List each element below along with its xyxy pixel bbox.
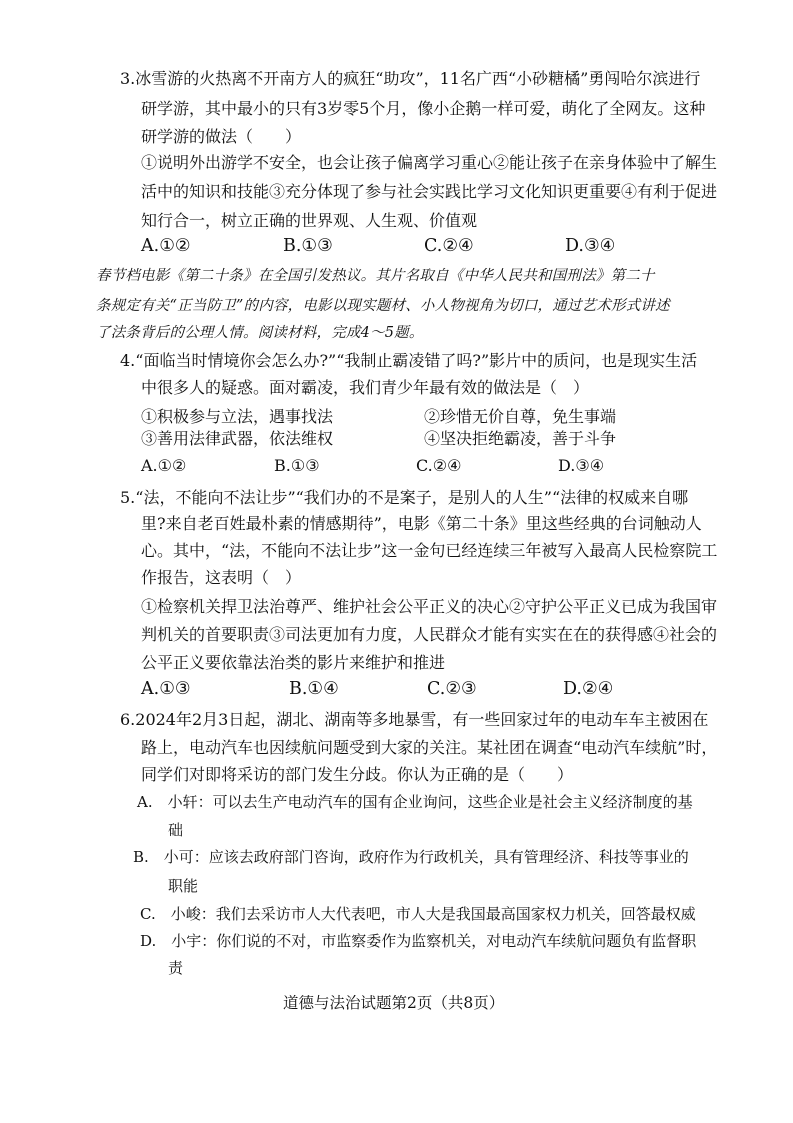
question-6-option-b: B. 小可：应该去政府部门咨询，政府作为行政机关，具有管理经济、科技等事业的 [133,848,689,866]
question-3-stem-line: 3.冰雪游的火热离不开南方人的疯狂“助攻”，11名广西“小砂糖橘”勇闯哈尔滨进行 [120,69,701,88]
question-6-stem-line: 6.2024年2月3日起，湖北、湖南等多地暴雪，有一些回家过年的电动车车主被困在 [120,710,709,729]
question-3-option-a: A.①② [141,236,191,256]
question-6-option-b-cont: 职能 [168,877,199,895]
question-3-statement-line: ①说明外出游学不安全，也会让孩子偏离学习重心②能让孩子在亲身体验中了解生 [141,153,718,172]
question-6-stem-line: 同学们对即将采访的部门发生分歧。你认为正确的是（ ） [141,765,574,784]
question-4-statement-3: ③善用法律武器，依法维权 [141,429,334,448]
question-3-option-b: B.①③ [283,236,333,256]
question-4-option-b: B.①③ [274,456,320,475]
question-6-option-a: A. 小轩：可以去生产电动汽车的国有企业询问，这些企业是社会主义经济制度的基 [137,793,693,811]
question-3-stem-line: 研学游的做法（ ） [141,127,302,146]
question-5-option-a: A.①③ [141,679,191,699]
question-6-option-d: D. 小宇：你们说的不对，市监察委作为监察机关，对电动汽车续航问题负有监督职 [140,932,697,950]
question-4-statement-2: ②珍惜无价自尊，免生事端 [424,407,617,426]
question-5-option-d: D.②④ [563,679,614,699]
material-line: 了法条背后的公理人情。阅读材料，完成4～5题。 [96,325,424,341]
question-5-stem-line: 心。其中，“法，不能向不法让步”这一金句已经连续三年被写入最高人民检察院工 [141,541,718,560]
question-6-stem-line: 路上，电动汽车也因续航问题受到大家的关注。某社团在调查“电动汽车续航”时， [141,738,718,757]
question-5-option-c: C.②③ [427,679,477,699]
question-3-stem-line: 研学游，其中最小的只有3岁零5个月，像小企鹅一样可爱，萌化了全网友。这种 [141,99,706,118]
question-5-stem-line: 5.“法，不能向不法让步”“我们办的不是案子，是别人的人生”“法律的权威来自哪 [120,488,689,507]
material-line: 条规定有关“正当防卫”的内容，电影以现实题材、小人物视角为切口，通过艺术形式讲述 [96,298,670,314]
question-3-statement-line: 活中的知识和技能③充分体现了参与社会实践比学习文化知识更重要④有利于促进 [141,182,718,201]
question-6-option-d-cont: 责 [168,959,184,977]
question-4-option-c: C.②④ [416,456,462,475]
question-3-option-c: C.②④ [424,236,474,256]
question-3-option-d: D.③④ [565,236,616,256]
question-4-statement-1: ①积极参与立法，遇事找法 [141,407,334,426]
question-4-stem-line: 中很多人的疑惑。面对霸凌，我们青少年最有效的做法是（ ） [141,378,590,397]
question-6-option-c: C. 小峻：我们去采访市人大代表吧，市人大是我国最高国家权力机关，回答最权威 [140,905,696,923]
question-5-statement-line: 判机关的首要职责③司法更加有力度，人民群众才能有实实在在的获得感④社会的 [141,625,718,644]
material-line: 春节档电影《第二十条》在全国引发热议。其片名取自《中华人民共和国刑法》第二十 [96,268,655,284]
question-5-option-b: B.①④ [289,679,339,699]
question-5-stem-line: 里?来自老百姓最朴素的情感期待”，电影《第二十条》里这些经典的台词触动人 [141,514,702,533]
question-6-option-a-cont: 础 [168,821,184,839]
question-5-statement-line: 公平正义要依靠法治类的影片来维护和推进 [141,653,446,672]
page-footer: 道德与法治试题第2页（共8页） [283,994,505,1012]
question-4-option-a: A.①② [141,456,187,475]
question-3-statement-line: 知行合一，树立正确的世界观、人生观、价值观 [141,211,478,230]
question-4-option-d: D.③④ [558,456,605,475]
question-5-stem-line: 作报告，这表明（ ） [141,568,302,587]
question-4-statement-4: ④坚决拒绝霸凌，善于斗争 [424,429,617,448]
question-4-stem-line: 4.“面临当时情境你会怎么办?”“我制止霸凌错了吗?”影片中的质问，也是现实生活 [120,351,698,370]
question-5-statement-line: ①检察机关捍卫法治尊严、维护社会公平正义的决心②守护公平正义已成为我国审 [141,597,718,616]
